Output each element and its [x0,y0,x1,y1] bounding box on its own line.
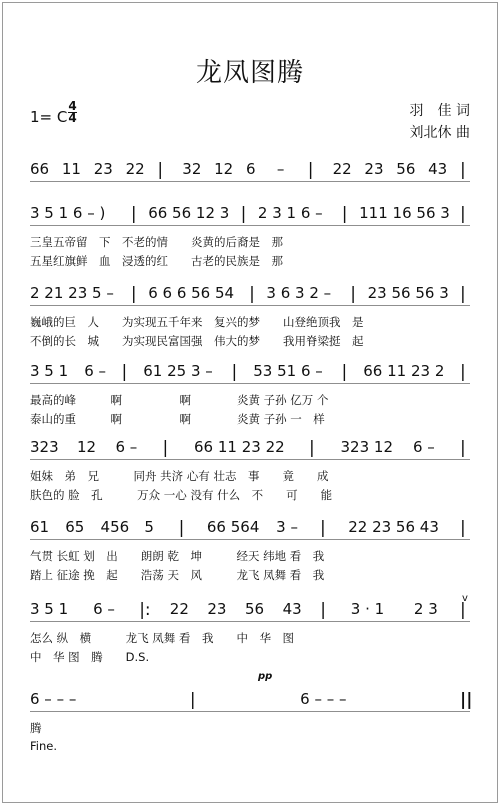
time-signature [68,101,77,124]
note-group: 22 [332,160,352,178]
lyric-line: 肤色的 脸 孔 万众 一心 没有 什么 不 可 能 [30,488,333,502]
note-group: 6 – [93,600,115,618]
note-group: 6 – – – [30,690,77,708]
volta-marking: v [462,593,468,604]
note-group: 32 [182,160,202,178]
note-group: 3 5 1 [30,362,69,380]
page-title: 龙凤图腾 [195,58,304,88]
barline: | [460,600,466,620]
barline: | [460,438,466,458]
barline: | [157,160,164,180]
note-group: 5 [144,518,154,536]
barline: | [178,518,185,538]
underline-beam [30,539,470,540]
barline: |: [139,600,151,620]
lyric-line: 气贯 长虹 划 出 朗朗 乾 坤 经天 纬地 看 我 [30,549,325,563]
barline: | [460,160,466,180]
note-group: 2 3 [413,600,438,618]
note-group: 66 11 23 22 [194,438,285,456]
note-group: 53 51 6 – [253,362,323,380]
note-group: 3 6 3 2 – [266,284,332,302]
lyric-line: 五星红旗鲜 血 浸透的红 古老的民族是 那 [30,254,283,268]
underline-beam [30,181,470,182]
lyric-line: 巍峨的巨 人 为实现五千年来 复兴的梦 山登绝顶我 是 [30,315,364,329]
credits [410,100,470,144]
note-group: 6 – – – [300,690,347,708]
note-group: 66 [30,160,50,178]
barline: | [341,362,348,382]
note-group: 43 [428,160,448,178]
barline: || [460,690,473,710]
meter-bottom: 4 [68,111,77,125]
note-group: 323 [30,438,59,456]
note-group: 22 [125,160,145,178]
lyric-line: 泰山的重 啊 啊 炎黄 子孙 一 样 [30,412,325,426]
barline: | [341,204,348,224]
underline-beam [30,305,470,306]
dynamic-marking: pp [258,671,273,682]
note-group: 3 · 1 [350,600,385,618]
note-group: 61 [30,518,50,536]
note-group: 56 [245,600,265,618]
barline: | [460,362,466,382]
note-group: 2 21 23 5 – [30,284,114,302]
barline: | [231,362,238,382]
lyric-line: 怎么 纵 横 龙飞 凤舞 看 我 中 华 图 [30,631,294,645]
note-group: 23 [207,600,227,618]
lyric-line: Fine. [30,739,57,753]
note-group: 323 12 [340,438,393,456]
note-group: 66 564 [206,518,260,536]
underline-beam [30,621,470,622]
note-group: 43 [282,600,302,618]
note-group: 12 [77,438,97,456]
barline: | [130,284,137,304]
barline: | [460,518,466,538]
note-group: 23 56 56 3 [367,284,449,302]
barline: | [309,438,315,458]
note-group: 66 56 12 3 [148,204,230,222]
note-group: 66 11 23 2 [363,362,445,380]
note-group: 6 – [115,438,138,456]
composer: 刘北休 曲 [409,125,470,141]
note-group: 111 16 56 3 [359,204,450,222]
key-signature: 1= C [30,108,68,126]
note-group: 22 [169,600,189,618]
note-group: 12 [214,160,234,178]
lyric-line: 腾 [30,721,42,735]
note-group: 11 [61,160,81,178]
meter-top: 4 [68,99,77,113]
barline: | [320,600,326,620]
barline: | [350,284,357,304]
underline-beam [30,711,470,712]
note-group: 456 [100,518,130,536]
underline-beam [30,383,470,384]
note-group: 23 [364,160,384,178]
note-group: 3 – [276,518,298,536]
barline: | [307,160,314,180]
lyric-line: 最高的峰 啊 啊 炎黄 子孙 亿万 个 [30,393,329,407]
note-group: 61 25 3 – [143,362,213,380]
note-group: – [276,160,285,178]
barline: | [460,284,466,304]
barline: | [249,284,255,304]
lyric-line: 不倒的长 城 为实现民富国强 伟大的梦 我用脊梁挺 起 [30,334,364,348]
barline: | [240,204,247,224]
note-group: 6 6 6 56 54 [148,284,235,302]
note-group: 6 [246,160,256,178]
barline: | [162,438,169,458]
note-group: 65 [65,518,85,536]
note-group: 6 – [84,362,107,380]
note-group: 56 [396,160,416,178]
note-group: 2 3 1 6 – [257,204,323,222]
lyric-line: 三皇五帝留 下 不老的情 炎黄的后裔是 那 [30,235,283,249]
barline: | [319,518,326,538]
lyric-line: 踏上 征途 挽 起 浩荡 天 风 龙飞 凤舞 看 我 [30,568,325,582]
note-group: 3 5 1 [30,600,69,618]
lyric-line: 中 华 图 腾 D.S. [30,650,150,664]
barline: | [121,362,128,382]
lyricist: 羽 佳 词 [409,103,470,119]
underline-beam [30,459,470,460]
lyric-line: 姐妹 弟 兄 同舟 共济 心有 壮志 事 竟 成 [30,469,329,483]
barline: | [130,204,137,224]
note-group: 23 [93,160,113,178]
barline: | [189,690,196,710]
barline: | [460,204,466,224]
note-group: 6 – [413,438,435,456]
note-group: 3 5 1 6 – ) [30,204,106,222]
note-group: 22 23 56 43 [348,518,439,536]
underline-beam [30,225,470,226]
